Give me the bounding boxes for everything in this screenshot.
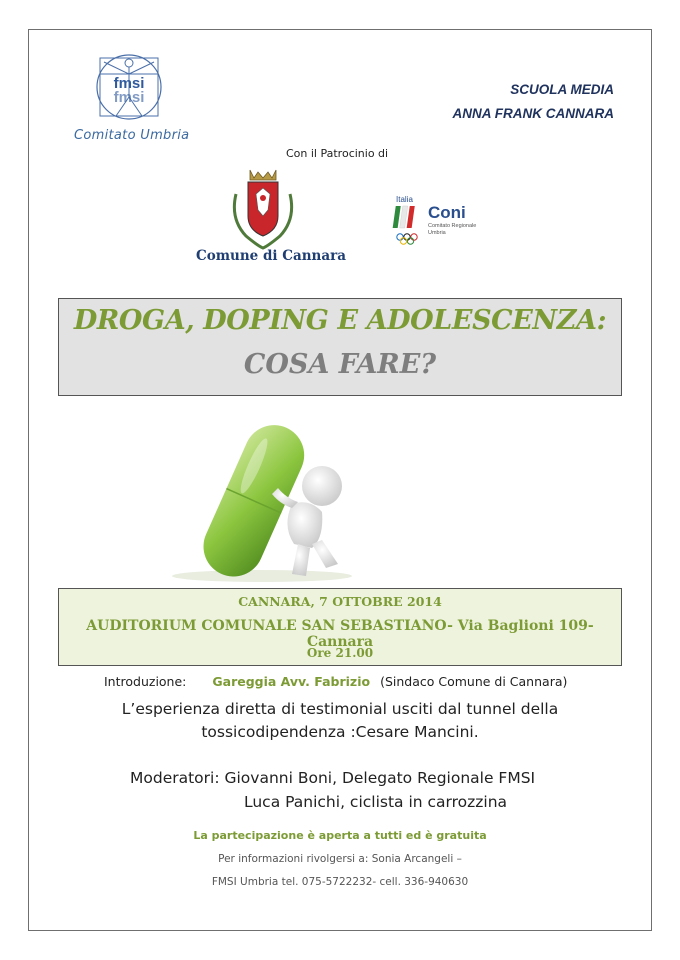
- title-line-1: DROGA, DOPING E ADOLESCENZA:: [73, 305, 607, 336]
- title-line-2: COSA FARE?: [243, 349, 437, 380]
- cannara-crest-icon: [228, 164, 298, 250]
- school-line-2: ANNA FRANK CANNARA: [452, 106, 614, 121]
- coni-logo: [390, 190, 500, 246]
- esperienza-line-2: tossicodipendenza :Cesare Mancini.: [201, 723, 479, 741]
- patrocinio-label: Con il Patrocinio di: [286, 147, 389, 160]
- moderatori-line-1: Moderatori: Giovanni Boni, Delegato Regionale FMSI: [130, 769, 536, 787]
- moderatori-line-2: Luca Panichi, ciclista in carrozzina: [244, 793, 508, 811]
- coni-sub2-text: Umbria: [428, 230, 446, 236]
- coni-sub1-text: Comitato Regionale: [428, 223, 477, 229]
- event-venue: AUDITORIUM COMUNALE SAN SEBASTIANO- Via Baglioni 109- Cannara: [86, 618, 594, 650]
- intro-label: Introduzione:: [104, 674, 187, 689]
- intro-name: Gareggia Avv. Fabrizio: [212, 674, 371, 689]
- coni-italia-text: Italia: [396, 195, 413, 204]
- info-line-2: FMSI Umbria tel. 075-5722232- cell. 336-940630: [211, 876, 469, 888]
- info-line-1: Per informazioni rivolgersi a: Sonia Arcangeli –: [218, 853, 462, 865]
- esperienza-line-1: L’esperienza diretta di testimonial usciti dal tunnel della: [121, 700, 559, 718]
- svg-text:fmsi: fmsi: [113, 89, 145, 106]
- comitato-label: Comitato Umbria: [74, 128, 190, 143]
- event-info-box: [58, 588, 622, 666]
- event-time: Ore 21.00: [306, 646, 374, 660]
- fmsi-logo-text: fmsi: [113, 75, 145, 92]
- title-box: [58, 298, 622, 396]
- school-line-1: SCUOLA MEDIA: [510, 82, 614, 97]
- intro-role: (Sindaco Comune di Cannara): [380, 674, 568, 689]
- fmsi-logo: [94, 52, 164, 122]
- introduction-line: [104, 674, 567, 689]
- event-date: CANNARA, 7 OTTOBRE 2014: [238, 594, 442, 609]
- pill-figure-illustration: [142, 408, 386, 586]
- comune-cannara-label: Comune di Cannara: [196, 248, 346, 264]
- partecipazione-note: La partecipazione è aperta a tutti ed è gratuita: [193, 829, 487, 842]
- coni-name-text: Coni: [428, 203, 466, 222]
